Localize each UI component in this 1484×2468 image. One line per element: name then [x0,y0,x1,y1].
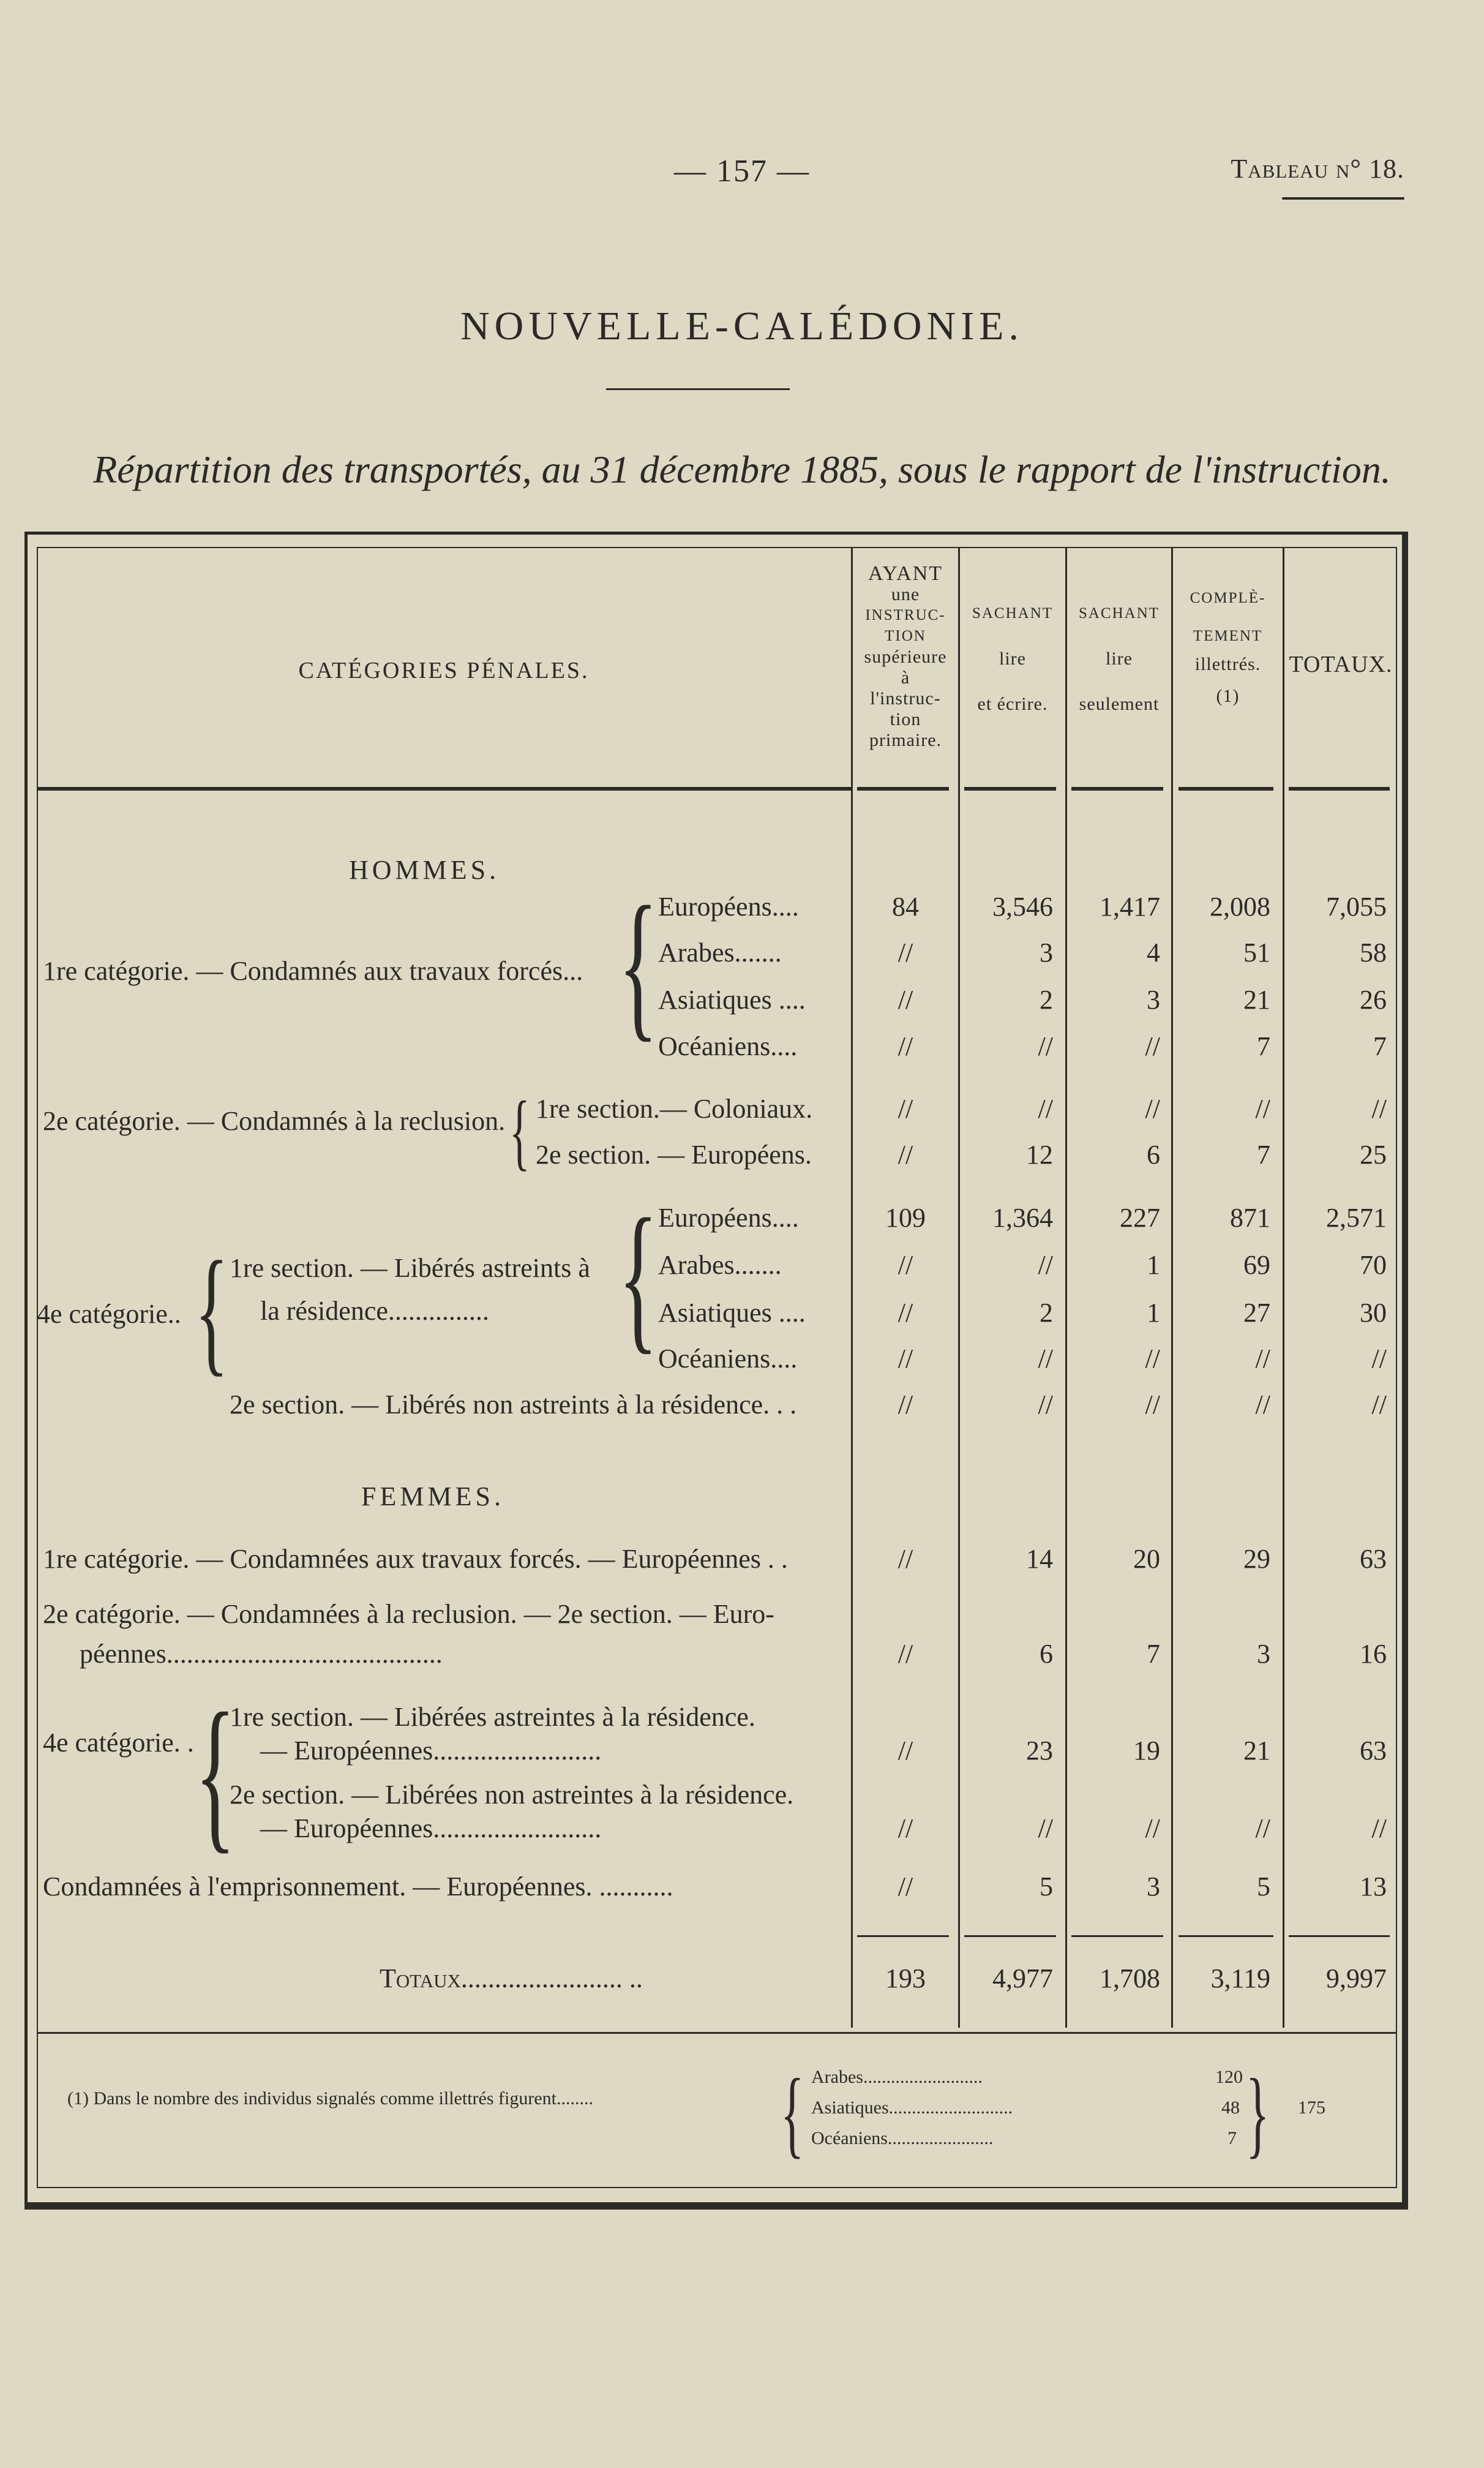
row-label: 1re section.— Coloniaux. [536,1094,813,1124]
footnote-rule [37,2032,1397,2034]
table-cell: // [898,1813,913,1843]
page-subtitle: Répartition des transportés, au 31 décembre 1885, sous le rapport de l'instruction. [93,448,1391,491]
table-reference-rule [1282,197,1404,200]
footnote-item-value: 48 [1221,2097,1240,2118]
row-label: Asiatiques .... [658,985,806,1015]
table-cell: // [1038,1390,1053,1420]
table-cell: // [898,1736,913,1766]
table-cell: // [898,1140,913,1170]
row-label: Arabes....... [658,938,782,968]
table-cell: 21 [1243,985,1270,1015]
table-cell: 51 [1243,938,1270,968]
col-rule-5 [1283,547,1284,2028]
table-cell: // [1371,1344,1387,1374]
table-cell: 109 [885,1203,926,1233]
table-cell: 3 [1147,985,1160,1015]
brace-femmes-cat4: { [195,1677,236,1868]
col-rule-3 [1065,547,1067,2028]
table-cell: 23 [1026,1736,1053,1766]
table-cell: // [898,938,913,968]
header-col-lire-ecrire: SACHANT lire et écrire. [972,605,1054,714]
table-cell: // [898,985,913,1015]
table-cell: 7 [1147,1639,1160,1669]
brace-cat4-s1: { [618,1185,658,1368]
table-cell: 3 [1040,938,1053,968]
femmes-cat4-s1-label-cont: — Européennes......................... [260,1736,602,1766]
table-cell: // [898,1094,913,1124]
hommes-cat1-label: 1re catégorie. — Condamnés aux travaux forcés... [43,956,583,986]
table-cell: // [1255,1813,1270,1843]
footnote-item-label: Asiatiques........................... [811,2097,1013,2118]
page-number: — 157 — [674,154,810,189]
total-cell: 9,997 [1326,1963,1387,1993]
row-label: Asiatiques .... [658,1298,806,1328]
table-cell: 5 [1257,1872,1270,1902]
table-cell: 7,055 [1326,892,1387,922]
totals-rule-c4 [1179,1935,1273,1937]
table-cell: 69 [1243,1250,1270,1280]
table-cell: // [1145,1031,1160,1061]
table-cell: // [1145,1344,1160,1374]
table-cell: 63 [1360,1736,1387,1766]
title-rule [606,388,790,390]
femmes-cat2-label: 2e catégorie. — Condamnées à la reclusion. — 2e section. — Euro- [43,1599,774,1629]
table-cell: // [1145,1813,1160,1843]
table-cell: 26 [1360,985,1387,1015]
table-cell: // [1145,1094,1160,1124]
table-cell: // [1255,1390,1270,1420]
table-cell: 1 [1147,1250,1160,1280]
totals-rule-c1 [857,1935,949,1937]
brace-cat2: { [509,1084,530,1179]
total-cell: 4,977 [992,1963,1053,1993]
table-cell: // [1145,1390,1160,1420]
row-label: Océaniens.... [658,1344,798,1374]
table-cell: 6 [1040,1639,1053,1669]
table-cell: 30 [1360,1298,1387,1328]
row-label: Océaniens.... [658,1031,798,1061]
footnote-total: 175 [1298,2097,1325,2118]
table-cell: // [1038,1344,1053,1374]
row-label: 2e section. — Européens. [536,1140,812,1170]
table-cell: 14 [1026,1544,1053,1574]
hommes-cat2-label: 2e catégorie. — Condamnés à la reclusion. [43,1106,506,1136]
table-cell: 19 [1133,1736,1160,1766]
header-rule [37,787,851,791]
femmes-emprisonnement-label: Condamnées à l'emprisonnement. — Européennes. ........... [43,1872,673,1902]
table-cell: 2 [1040,1298,1053,1328]
header-rule-c5 [1289,787,1390,791]
femmes-cat4-s1-label: 1re section. — Libérées astreintes à la résidence. [230,1702,755,1732]
table-cell: // [1255,1344,1270,1374]
footnote-item-label: Océaniens....................... [811,2128,994,2148]
hommes-cat4-s1-label-cont: la résidence............... [260,1296,489,1326]
header-rule-c4 [1179,787,1273,791]
col-rule-2 [958,547,960,2028]
table-cell: 7 [1373,1031,1387,1061]
table-cell: 25 [1360,1140,1387,1170]
table-cell: // [898,1544,913,1574]
totals-rule-c3 [1071,1935,1163,1937]
table-cell: 6 [1147,1140,1160,1170]
table-cell: 7 [1257,1140,1270,1170]
table-cell: 3,546 [992,892,1053,922]
table-cell: 13 [1360,1872,1387,1902]
table-cell: // [898,1250,913,1280]
table-cell: 1,417 [1100,892,1160,922]
totals-label: Totaux........................ .. [380,1963,643,1993]
section-femmes: FEMMES. [361,1481,504,1511]
header-rule-c1 [857,787,949,791]
footnote-brace: { [781,2058,804,2167]
table-cell: // [1038,1031,1053,1061]
table-cell: 871 [1230,1203,1270,1233]
table-cell: // [1371,1390,1387,1420]
table-cell: // [898,1031,913,1061]
femmes-cat1-label: 1re catégorie. — Condamnées aux travaux forcés. — Européennes . . [43,1544,788,1574]
table-cell: // [1038,1094,1053,1124]
hommes-cat4-s2-label: 2e section. — Libérés non astreints à la résidence. . . [230,1390,797,1420]
table-cell: 7 [1257,1031,1270,1061]
table-cell: 3 [1257,1639,1270,1669]
table-cell: // [1371,1094,1387,1124]
femmes-cat4-s2-label: 2e section. — Libérées non astreintes à la résidence. [230,1780,794,1810]
table-cell: // [898,1639,913,1669]
col-rule-1 [851,547,853,2028]
table-cell: 4 [1147,938,1160,968]
table-cell: 16 [1360,1639,1387,1669]
table-cell: 29 [1243,1544,1270,1574]
femmes-cat4-s2-label-cont: — Européennes......................... [260,1813,602,1843]
row-label: Arabes....... [658,1250,782,1280]
header-rule-c2 [964,787,1056,791]
footnote-item-value: 120 [1215,2067,1243,2087]
table-cell: 2,008 [1210,892,1270,922]
col-rule-4 [1171,547,1173,2028]
table-cell: 5 [1040,1872,1053,1902]
totals-rule-c2 [964,1935,1056,1937]
table-cell: 3 [1147,1872,1160,1902]
header-col-instruction-superieure: AYANT une INSTRUC- TION supérieure à l'instruc- tion primaire. [864,562,947,750]
table-cell: // [1371,1813,1387,1843]
page-title: NOUVELLE-CALÉDONIE. [460,304,1024,348]
femmes-cat2-label-cont: péennes......................................... [80,1639,443,1669]
table-cell: 227 [1120,1203,1160,1233]
footnote-item-label: Arabes.......................... [811,2067,983,2087]
header-col-illettres: COMPLÈ- TEMENT illettrés. (1) [1190,590,1266,706]
hommes-cat4-s1-label: 1re section. — Libérés astreints à [230,1253,590,1283]
total-cell: 193 [885,1963,926,1993]
hommes-cat4-label: 4e catégorie.. [37,1299,181,1329]
table-reference: Tableau n° 18. [1231,154,1404,184]
header-col-totaux: TOTAUX. [1289,652,1393,677]
table-cell: // [1038,1813,1053,1843]
footnote-text: (1) Dans le nombre des individus signalés comme illettrés figurent........ [67,2088,593,2109]
table-cell: 84 [892,892,919,922]
table-cell: 70 [1360,1250,1387,1280]
table-cell: // [898,1298,913,1328]
brace-cat4: { [195,1232,229,1388]
table-cell: 1,364 [992,1203,1053,1233]
table-cell: // [898,1344,913,1374]
row-label: Européens.... [658,1203,799,1233]
brace-cat1: { [618,873,658,1056]
table-cell: 63 [1360,1544,1387,1574]
table-cell: 2,571 [1326,1203,1387,1233]
table-cell: // [1038,1250,1053,1280]
header-categories: CATÉGORIES PÉNALES. [298,658,590,683]
footnote-brace-right: } [1246,2058,1270,2167]
section-hommes: HOMMES. [349,855,500,885]
table-cell: 58 [1360,938,1387,968]
table-cell: 1 [1147,1298,1160,1328]
row-label: Européens.... [658,892,799,922]
table-cell: 2 [1040,985,1053,1015]
femmes-cat4-label: 4e catégorie. . [43,1728,194,1758]
footnote-item-value: 7 [1227,2128,1237,2148]
table-cell: // [1255,1094,1270,1124]
table-cell: 27 [1243,1298,1270,1328]
totals-rule-c5 [1289,1935,1390,1937]
total-cell: 1,708 [1100,1963,1160,1993]
table-cell: // [898,1872,913,1902]
header-col-lire-seulement: SACHANT lire seulement [1078,605,1160,714]
table-cell: 21 [1243,1736,1270,1766]
table-cell: // [898,1390,913,1420]
header-rule-c3 [1071,787,1163,791]
table-cell: 12 [1026,1140,1053,1170]
total-cell: 3,119 [1210,1963,1270,1993]
table-cell: 20 [1133,1544,1160,1574]
